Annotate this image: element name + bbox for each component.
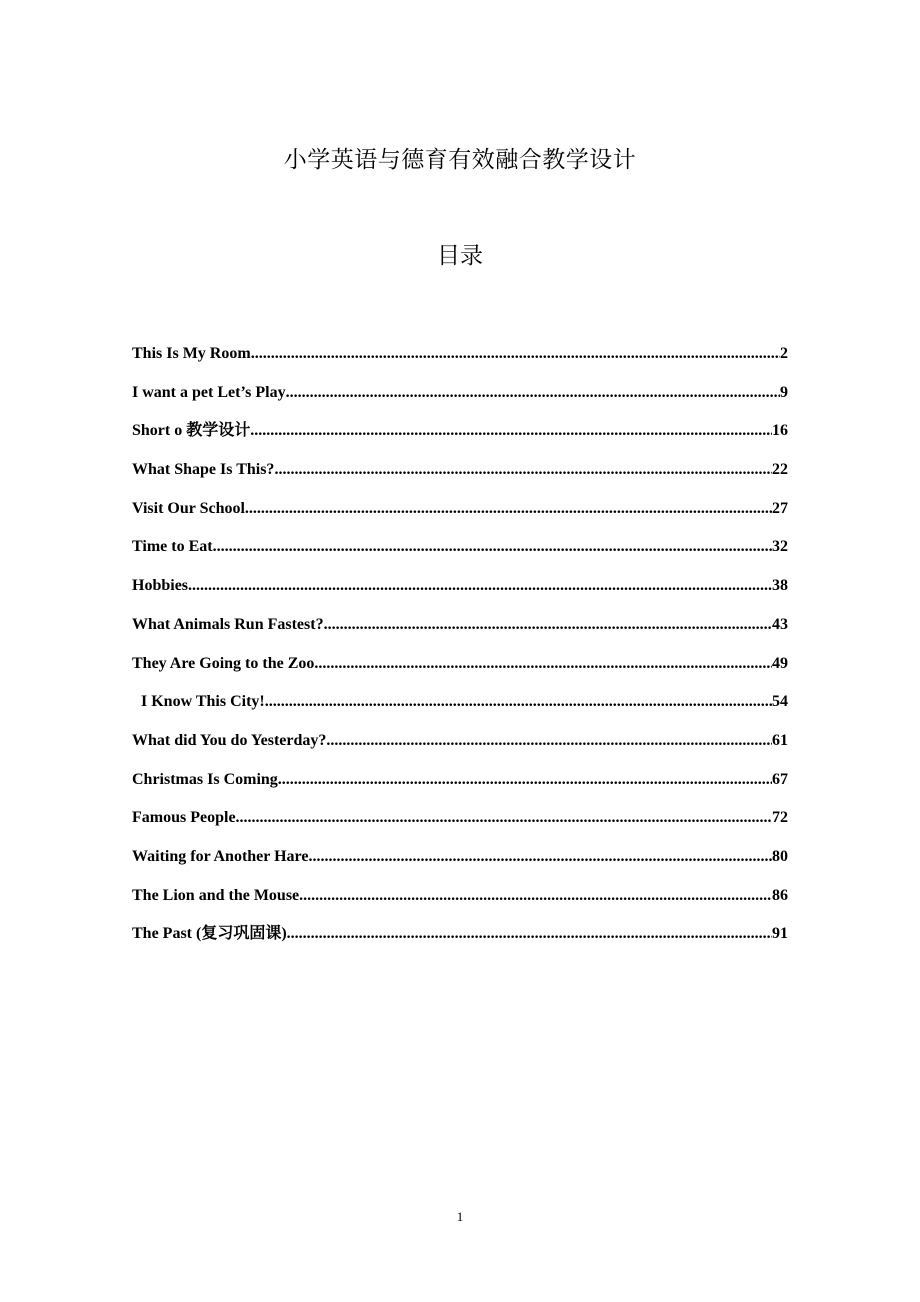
toc-entry[interactable]: [132, 528, 788, 567]
toc-entry[interactable]: [132, 451, 788, 490]
toc-entry[interactable]: [132, 606, 788, 645]
toc-entry-page: 91: [772, 925, 788, 943]
toc-entry-title: What Shape Is This?: [132, 461, 275, 479]
toc-entry-title: The Lion and the Mouse: [132, 886, 300, 904]
toc-dot-leader: [326, 722, 772, 761]
toc-entry-page: 32: [772, 538, 788, 556]
toc-entry-title: The Past (复习巩固课): [132, 925, 287, 943]
toc-dot-leader: [299, 877, 772, 916]
toc-entry-page: 16: [772, 422, 788, 440]
toc-entry[interactable]: [132, 490, 788, 529]
toc-entry-page: 72: [772, 809, 788, 827]
toc-dot-leader: [236, 799, 772, 838]
toc-entry[interactable]: [132, 877, 788, 916]
toc-entry[interactable]: [132, 567, 788, 606]
toc-dot-leader: [265, 683, 772, 722]
toc-entry-title: Famous People: [132, 809, 236, 827]
toc-entry-page: 9: [780, 383, 788, 401]
toc-dot-leader: [274, 451, 772, 490]
toc-entry-page: 2: [780, 345, 788, 362]
toc-entry-page: 67: [772, 770, 788, 788]
table-of-contents: [132, 335, 788, 954]
toc-entry-title: I Know This City!: [141, 693, 265, 711]
toc-heading: 目录: [437, 243, 483, 269]
toc-entry[interactable]: [132, 799, 788, 838]
toc-entry-page: 22: [772, 461, 788, 479]
toc-entry[interactable]: [132, 722, 788, 761]
toc-entry-page: 61: [772, 731, 788, 749]
toc-dot-leader: [250, 412, 772, 451]
toc-dot-leader: [278, 761, 772, 800]
toc-dot-leader: [251, 335, 780, 374]
toc-entry-page: 27: [772, 499, 788, 517]
toc-entry-title: Christmas Is Coming: [132, 770, 278, 788]
toc-dot-leader: [286, 374, 780, 413]
toc-entry-page: 38: [772, 577, 788, 595]
toc-entry-page: 43: [772, 615, 788, 633]
toc-entry-page: 80: [772, 847, 788, 865]
toc-entry-title: Hobbies: [132, 577, 189, 595]
toc-entry-title: What Animals Run Fastest?: [132, 615, 324, 633]
toc-entry-page: 54: [772, 693, 788, 711]
toc-entry-title: This Is My Room: [132, 345, 251, 362]
page-number: 1: [456, 1209, 464, 1224]
toc-entry[interactable]: [132, 645, 788, 684]
toc-entry-title: Visit Our School: [132, 499, 245, 517]
toc-entry-title: Short o 教学设计: [132, 422, 251, 440]
document-title: 小学英语与德育有效融合教学设计: [283, 147, 637, 173]
toc-entry-title: They Are Going to the Zoo: [132, 654, 315, 672]
toc-entry-title: Waiting for Another Hare: [132, 847, 309, 865]
toc-dot-leader: [213, 528, 772, 567]
toc-dot-leader: [245, 490, 772, 529]
toc-entry-title: Time to Eat: [132, 538, 213, 556]
toc-entry[interactable]: [132, 915, 788, 954]
toc-dot-leader: [324, 606, 772, 645]
toc-entry[interactable]: [132, 412, 788, 451]
toc-dot-leader: [308, 838, 772, 877]
toc-entry[interactable]: [132, 335, 788, 374]
toc-entry-title: I want a pet Let’s Play: [132, 383, 286, 401]
toc-entry-title: What did You do Yesterday?: [132, 731, 327, 749]
toc-entry[interactable]: [132, 683, 788, 722]
toc-entry[interactable]: [132, 374, 788, 413]
toc-dot-leader: [314, 645, 772, 684]
toc-entry[interactable]: [132, 838, 788, 877]
toc-entry-page: 49: [772, 654, 788, 672]
toc-entry[interactable]: [132, 761, 788, 800]
toc-entry-page: 86: [772, 886, 788, 904]
toc-dot-leader: [287, 915, 772, 954]
toc-dot-leader: [188, 567, 772, 606]
